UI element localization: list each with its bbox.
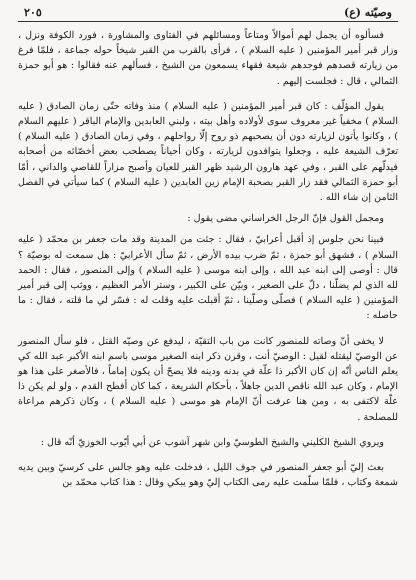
paragraph-6: ويروي الشيخ الكليني والشيخ الطوسيّ وابن شهر آشوب عن أبي أيّوب الخوزيّ أنّه قال :	[40, 436, 384, 448]
paragraph-7: بعث إليّ أبو جعفر المنصور في جوف الليل ، فدخلت عليه وهو جالس على كرسيّ وبين يديه شمعة وكتاب ، فلمّا سلّمت عليه رمى الكتاب إليّ وهو يبكي وقال : هذا كتاب محمّد بن	[18, 462, 398, 489]
paragraph-1: فسألوه أن يجمل لهم أموالاً ومتاعاً ومسائلهم في الفتاوى والمشاورة ، فورد الكوفة ونزل ، وزار قبر أمير المؤمنين ( عليه السلام ) ، فرأى بالقرب من القبر شيخاً حوله جماعة ، فلمّا فرغ من زيارته قصدهم فوجدهم شيعة فقهاء يسمعون من الشيخ ، فسألهم عنه فقالوا : هو أبو حمزة الثمالي ، قال : فجلست إليهم .	[18, 30, 398, 87]
running-title: وصيّته (ع)	[344, 6, 392, 19]
paragraph-4: فبينا نحن جلوس إذ أقبل أعرابيّ ، فقال : جئت من المدينة وقد مات جعفر بن محمّد ( عليه السلام ) ، فشهق أبو حمزة ، ثمّ ضرب بيده الأرض ، ثمّ سأل الأعرابيّ : هل سمعت له بوصيّة ؟ قال : أوصى إلى ابنه عبد الله ، وإلى ابنه موسى ( عليه السلام ) وإلى المنصور ، فقال : الحمد لله الذي لم يضلّنا ، دلّ على الصغير ، وبيّن على الكبير ، وستر الأمر العظيم ، ووثب إلى قبر أمير المؤمنين ( عليه السلام ) فصلّى وصلّينا ، ثمّ أقبلت عليه وقلت له : فسّر لي ما قلته ، فقال : ما حاصله :	[18, 234, 398, 322]
paragraph-3: ومجمل القول فإنّ الرجل الخراساني مضى يقول :	[187, 213, 384, 225]
paragraph-5: لا يخفى أنّ وصاته للمنصور كانت من باب التقيّة ، ليدفع عن وصيّه القتل ، فلو سأل المنصور عن الوصيّ ليقتله لقيل : الوصيّ أنت ، وقرن ذكر ابنه الصغير موسى باسم ابنه الأكبر عبد الله كي يعلم الناس أنّه إن كان الأكبر ذا علّة في بدنه ودينه فلا يصحّ أن يكون إماماً ، فالأصغر على هذا هو الإمام ، وكان عبد الله ناقص الدين جاهلاً ، بأحكام الشريعة ، كما كان أفطح القدم ، ولو لم يكن ذا علّة لاكتفى به ، ومن هنا عرفت أنّ الإمام هو موسى ( عليه السلام ) ، وكان ذكرهم مراعاة للمصلحة .	[18, 335, 398, 423]
page-number: ٢٠٥	[24, 6, 42, 19]
page-header	[18, 6, 398, 22]
paragraph-2: يقول المؤلّف : كان قبر أمير المؤمنين ( عليه السلام ) منذ وفاته حتّى زمان الصادق ( عليه السلام ) مخفياً غير معروف سوى لأولاده وأهل بيته ، ولبني العابدين والإمام الباقر ( عليهم السلام ) ، وكانوا يأتون لزيارته دون أن يصحبهم ذو روح إلّا رواحلهم ، وفي زمان الصادق ( عليه السلام ) تعرّف الشيعة عليه ، وجعلوا يتوافدون لزيارته ، وكان أحياناً يصطحب بعض أخصّائه من أصحابه فيدلّهم على القبر ، وفي عهد هارون الرشيد ظهر القبر للعيان وأصبح مزاراً للقاصي والداني ، أمّا أبو حمزة الثمالي فقد زار القبر بصحبة الإمام زين العابدين ( عليه السلام ) كما سيأتي في الفصل الثامن إن شاء الله .	[18, 100, 398, 204]
page-body	[18, 22, 398, 490]
